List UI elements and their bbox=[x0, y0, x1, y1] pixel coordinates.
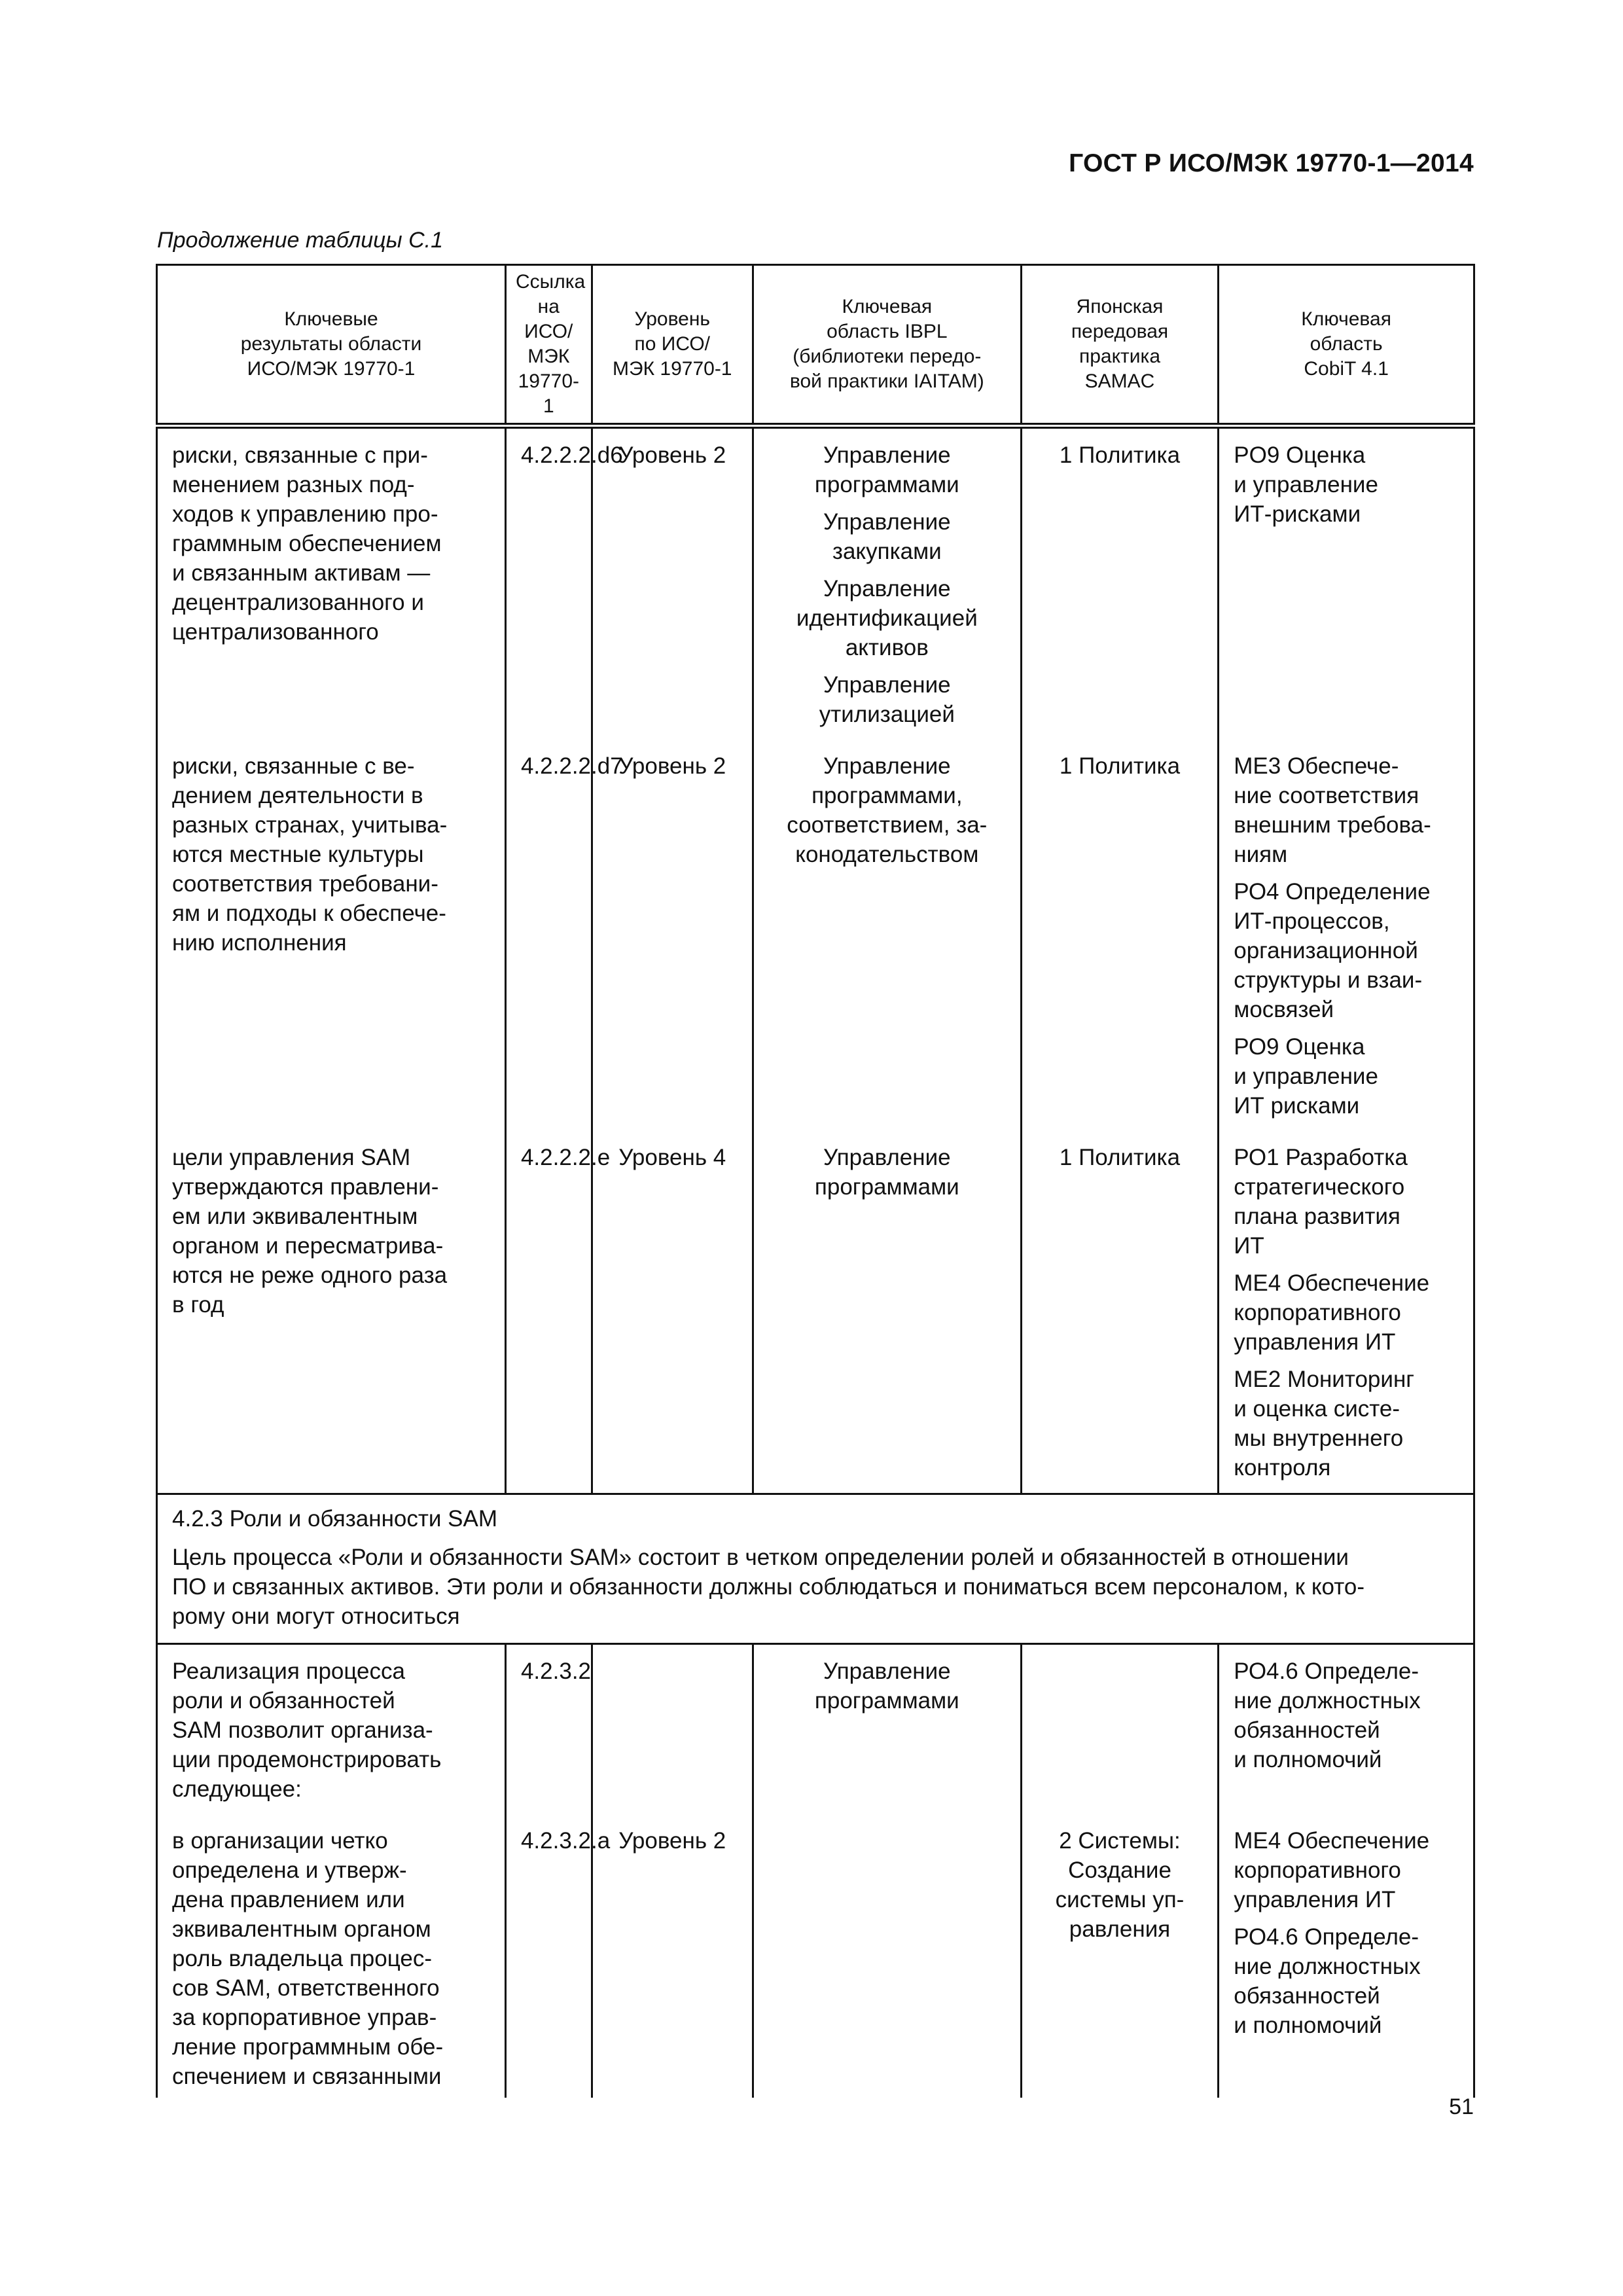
document-code: ГОСТ Р ИСО/МЭК 19770-1—2014 bbox=[1069, 149, 1474, 177]
cell-level: Уровень 4 bbox=[592, 1131, 753, 1494]
cell-paragraph: Управление закупками bbox=[823, 509, 951, 564]
header-samac: Японская передовая практика SAMAC bbox=[1021, 265, 1219, 426]
cell-samac: 1 Политика bbox=[1021, 740, 1219, 1131]
cell-paragraph: РО9 Оценка и управление ИТ рисками bbox=[1234, 1034, 1378, 1119]
cell-samac bbox=[1021, 1644, 1219, 1815]
cell-result: риски, связанные с ве- дением деятельности в разных странах, учитыва- ются местные культуры соответствия требовани- ям и подходы к обеспече- нию исполнения bbox=[157, 740, 506, 1131]
table-row bbox=[157, 1814, 1474, 2098]
cell-level: Уровень 2 bbox=[592, 740, 753, 1131]
cell-ibpl bbox=[753, 1644, 1021, 1815]
table-row bbox=[157, 740, 1474, 1131]
gost-table bbox=[156, 264, 1475, 2098]
cell-level bbox=[592, 1644, 753, 1815]
cell-cobit bbox=[1219, 1814, 1474, 2098]
cell-paragraph: Управление программами bbox=[814, 442, 959, 497]
cell-paragraph: PO9 Оценка и управление ИТ-рисками bbox=[1234, 442, 1378, 527]
cell-paragraph: Управление утилизацией bbox=[819, 672, 955, 727]
cell-result: Реализация процесса роли и обязанностей SAM позволит организа- ции продемонстрировать следующее: bbox=[157, 1644, 506, 1815]
table-row bbox=[157, 426, 1474, 740]
header-reference: Ссылка на ИСО/ МЭК 19770-1 bbox=[505, 265, 592, 426]
cell-paragraph: РО4 Определение ИТ-процессов, организационной структуры и взаи- мосвязей bbox=[1234, 879, 1431, 1022]
cell-paragraph: Управление идентификацией активов bbox=[796, 576, 978, 660]
section-title: 4.2.3 Роли и обязанности SAM bbox=[172, 1506, 498, 1532]
cell-paragraph: Управление программами bbox=[814, 1659, 959, 1713]
cell-ibpl bbox=[753, 1814, 1021, 2098]
cell-cobit bbox=[1219, 1131, 1474, 1494]
cell-result: риски, связанные с при- менением разных под- ходов к управлению про- граммным обеспечением и связанным активам — децентрализованного и централизованного bbox=[157, 426, 506, 740]
cell-result: цели управления SAM утверждаются правлени- ем или эквивалентным органом и пересматрива- ются не реже одного раза в год bbox=[157, 1131, 506, 1494]
cell-ibpl bbox=[753, 740, 1021, 1131]
cell-paragraph: РО1 Разработка стратегического плана развития ИТ bbox=[1234, 1145, 1408, 1259]
cell-samac: 2 Системы: Создание системы уп- равления bbox=[1021, 1814, 1219, 2098]
cell-paragraph: РО4.6 Определе- ние должностных обязанностей и полномочий bbox=[1234, 1924, 1421, 2038]
cell-level: Уровень 2 bbox=[592, 1814, 753, 2098]
cell-samac: 1 Политика bbox=[1021, 426, 1219, 740]
table-caption: Продолжение таблицы С.1 bbox=[157, 228, 443, 253]
header-cobit: Ключевая область CobiT 4.1 bbox=[1219, 265, 1474, 426]
cell-paragraph: РО4.6 Определе- ние должностных обязанностей и полномочий bbox=[1234, 1659, 1421, 1772]
table-row bbox=[157, 1131, 1474, 1494]
cell-level: Уровень 2 bbox=[592, 426, 753, 740]
cell-paragraph: МЕ4 Обеспечение корпоративного управления ИТ bbox=[1234, 1270, 1430, 1355]
cell-result: в организации четко определена и утверж- дена правлением или эквивалентным органом роль владельца процес- сов SAM, ответственного за корпоративное управ- ление программным обе- спечением и связанными bbox=[157, 1814, 506, 2098]
cell-paragraph: МЕ2 Мониторинг и оценка систе- мы внутреннего контроля bbox=[1234, 1367, 1415, 1480]
section-cell bbox=[157, 1494, 1474, 1644]
cell-cobit bbox=[1219, 426, 1474, 740]
table-row bbox=[157, 1644, 1474, 1815]
cell-paragraph: МЕ4 Обеспечение корпоративного управления ИТ bbox=[1234, 1828, 1430, 1912]
cell-ibpl bbox=[753, 1131, 1021, 1494]
table-header-row bbox=[157, 265, 1474, 426]
cell-paragraph: МЕ3 Обеспече- ние соответствия внешним требова- ниям bbox=[1234, 753, 1431, 867]
cell-reference: 4.2.3.2.а bbox=[505, 1814, 592, 2098]
cell-reference: 4.2.2.2.d6 bbox=[505, 426, 592, 740]
page-number: 51 bbox=[1449, 2094, 1474, 2119]
cell-reference: 4.2.3.2 bbox=[505, 1644, 592, 1815]
cell-samac: 1 Политика bbox=[1021, 1131, 1219, 1494]
cell-paragraph: Управление программами, соответствием, за- конодательством bbox=[787, 753, 988, 867]
header-key-results: Ключевые результаты области ИСО/МЭК 19770-1 bbox=[157, 265, 506, 426]
section-text: Цель процесса «Роли и обязанности SAM» состоит в четком определении ролей и обязанностей в отношении ПО и связанных активов. Эти роли и обязанности должны соблюдаться и пониматься всем персоналом, к кото- рому они могут относиться bbox=[172, 1545, 1364, 1629]
header-level: Уровень по ИСО/ МЭК 19770-1 bbox=[592, 265, 753, 426]
cell-reference: 4.2.2.2.d7 bbox=[505, 740, 592, 1131]
cell-cobit bbox=[1219, 740, 1474, 1131]
section-row bbox=[157, 1494, 1474, 1644]
cell-cobit bbox=[1219, 1644, 1474, 1815]
cell-paragraph: Управление программами bbox=[814, 1145, 959, 1200]
cell-ibpl bbox=[753, 426, 1021, 740]
cell-reference: 4.2.2.2.е bbox=[505, 1131, 592, 1494]
header-ibpl: Ключевая область IBPL (библиотеки передо- вой практики IAITAM) bbox=[753, 265, 1021, 426]
